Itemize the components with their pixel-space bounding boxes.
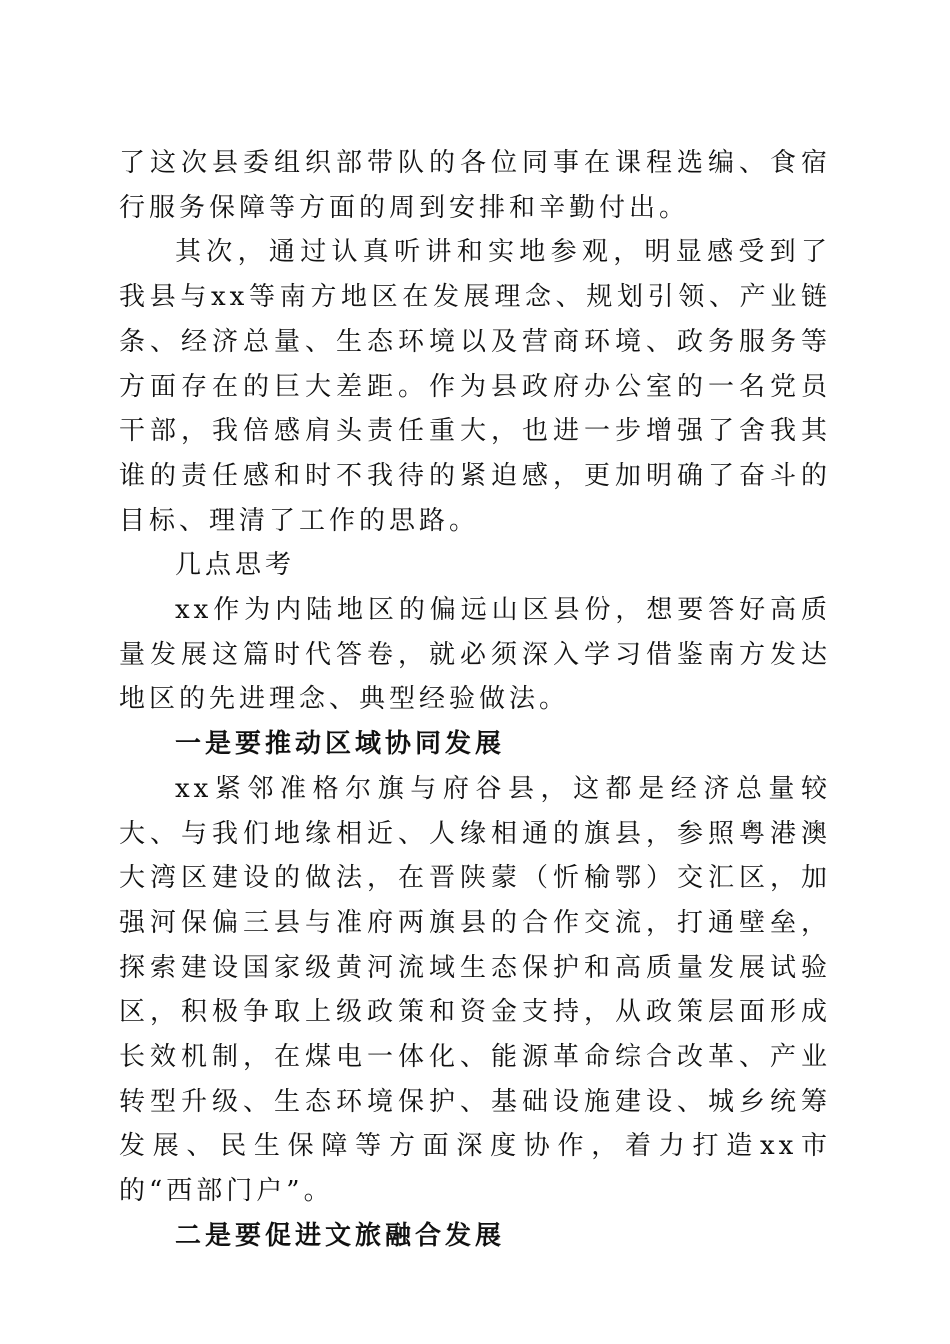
document-body xyxy=(119,141,831,1259)
paragraph-regional-coordination: xx紧邻准格尔旗与府谷县，这都是经济总量较大、与我们地缘相近、人缘相通的旗县，参照粤港澳大湾区建设的做法，在晋陕蒙（忻榆鄂）交汇区，加强河保偏三县与准府两旗县的合作交流，打通壁垒，探索建设国家级黄河流域生态保护和高质量发展试验区，积极争取上级政策和资金支持，从政策层面形成长效机制，在煤电一体化、能源革命综合改革、产业转型升级、生态环境保护、基础设施建设、城乡统筹发展、民生保障等方面深度协作，着力打造xx市的“西部门户”。 xyxy=(119,773,831,1207)
heading-culture-tourism: 二是要促进文旅融合发展 xyxy=(175,1220,506,1251)
section-title-thoughts: 几点思考 xyxy=(175,550,296,581)
paragraph-thoughts-intro: xx作为内陆地区的偏远山区县份，想要答好高质量发展这篇时代答卷，就必须深入学习借鉴南方发达地区的先进理念、典型经验做法。 xyxy=(119,595,831,715)
heading-regional-coordination: 一是要推动区域协同发展 xyxy=(175,729,506,760)
paragraph-second: 其次，通过认真听讲和实地参观，明显感受到了我县与xx等南方地区在发展理念、规划引领、产业链条、经济总量、生态环境以及营商环境、政务服务等方面存在的巨大差距。作为县政府办公室的一名党员干部，我倍感肩头责任重大，也进一步增强了舍我其谁的责任感和时不我待的紧迫感，更加明确了奋斗的目标、理清了工作的思路。 xyxy=(119,237,831,536)
paragraph-continuation: 了这次县委组织部带队的各位同事在课程选编、食宿行服务保障等方面的周到安排和辛勤付出。 xyxy=(119,148,831,223)
